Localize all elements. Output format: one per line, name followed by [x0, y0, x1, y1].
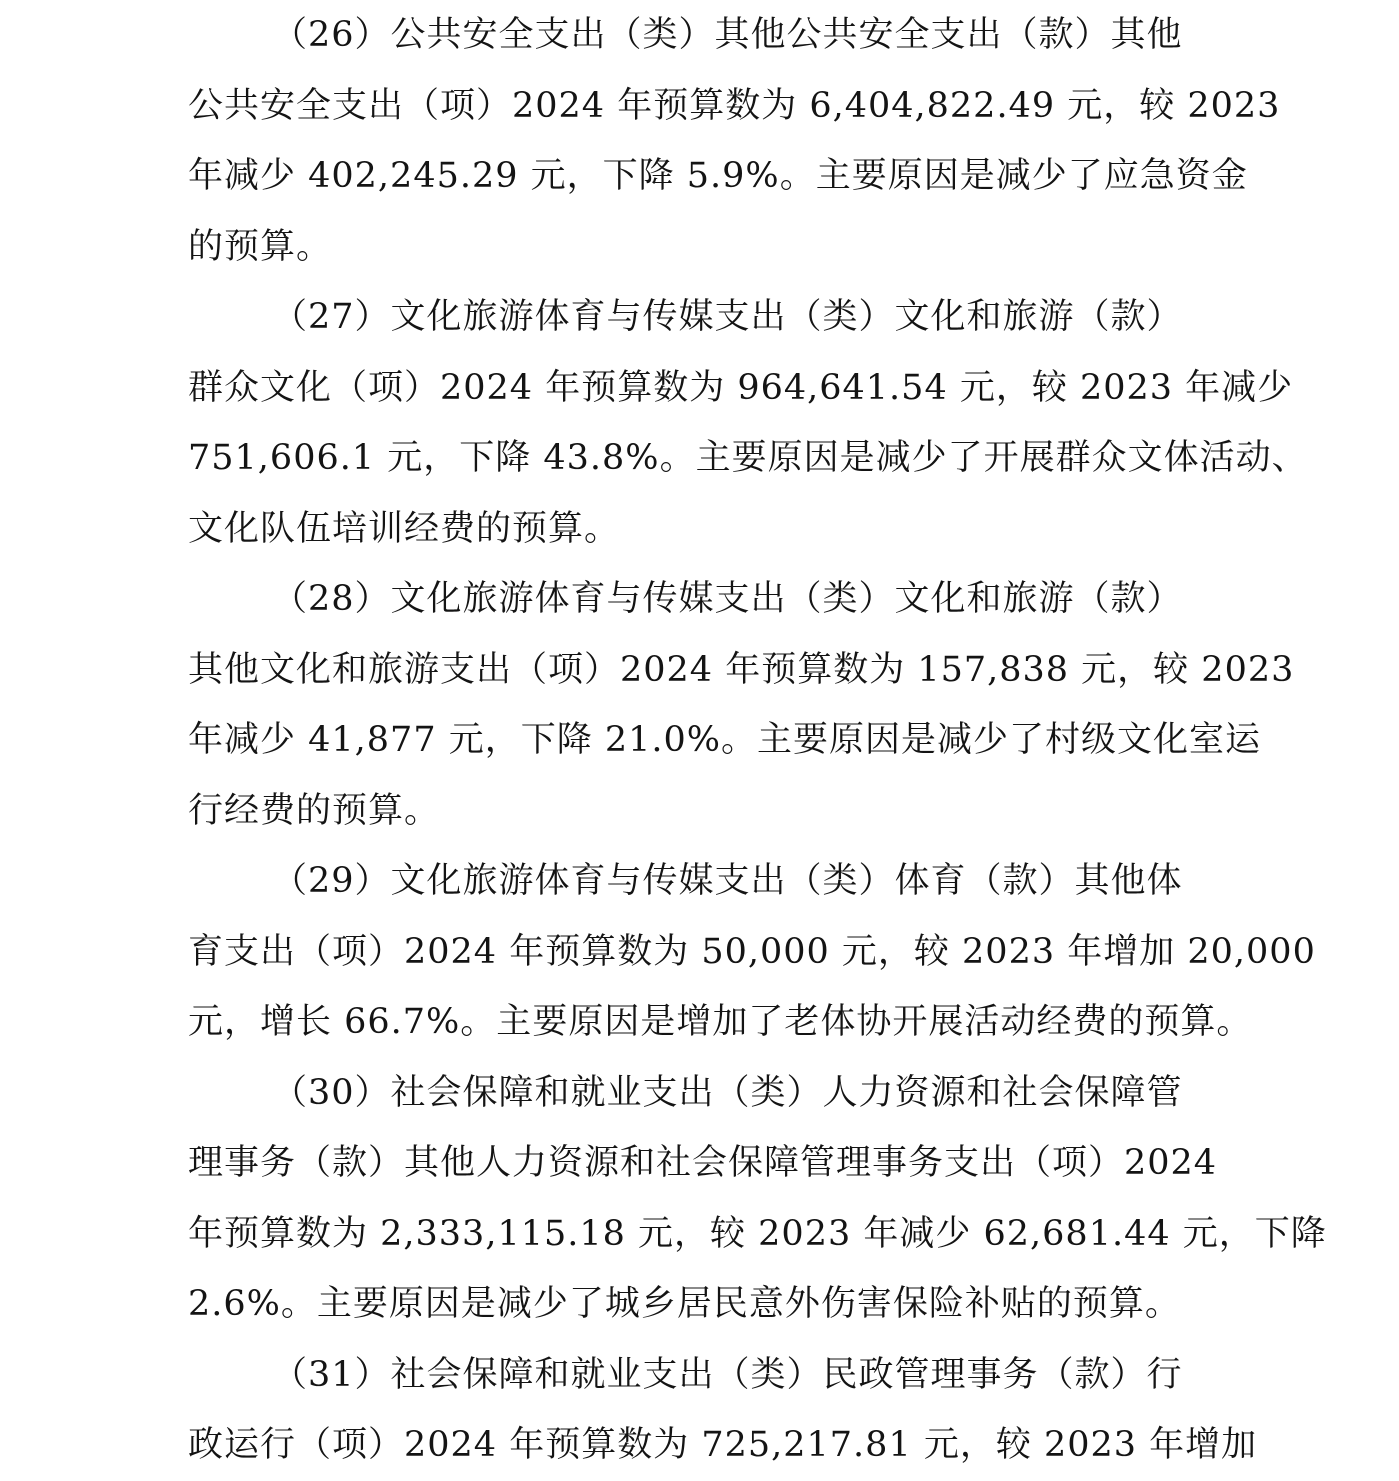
paragraph-26	[188, 0, 1281, 282]
paragraph-line: 年预算数为 2,333,115.18 元，较 2023 年减少 62,681.44 元，下降	[188, 1213, 1327, 1254]
paragraph-line: 政运行（项）2024 年预算数为 725,217.81 元，较 2023 年增加	[188, 1425, 1258, 1465]
paragraph-29	[188, 846, 1316, 1058]
paragraph-line: 的预算。	[188, 226, 333, 267]
paragraph-line: 元，增长 66.7%。主要原因是增加了老体协开展活动经费的预算。	[188, 1002, 1253, 1042]
paragraph-31	[188, 1340, 1258, 1481]
paragraph-line: （28）文化旅游体育与传媒支出（类）文化和旅游（款）	[272, 579, 1183, 619]
paragraph-27	[188, 282, 1308, 564]
paragraph-line: 年减少 41,877 元，下降 21.0%。主要原因是减少了村级文化室运	[188, 720, 1262, 760]
paragraph-line: 育支出（项）2024 年预算数为 50,000 元，较 2023 年增加 20,000	[188, 931, 1316, 972]
paragraph-line: 文化队伍培训经费的预算。	[188, 508, 621, 549]
paragraph-line: 2.6%。主要原因是减少了城乡居民意外伤害保险补贴的预算。	[188, 1284, 1181, 1324]
paragraph-line: 公共安全支出（项）2024 年预算数为 6,404,822.49 元，较 2023	[188, 85, 1281, 126]
paragraph-line: （27）文化旅游体育与传媒支出（类）文化和旅游（款）	[272, 297, 1183, 337]
document-page	[188, 0, 1327, 1481]
paragraph-line: 群众文化（项）2024 年预算数为 964,641.54 元，较 2023 年减少	[188, 367, 1294, 408]
paragraph-line: 理事务（款）其他人力资源和社会保障管理事务支出（项）2024	[188, 1143, 1218, 1183]
paragraph-line: （29）文化旅游体育与传媒支出（类）体育（款）其他体	[272, 861, 1183, 901]
paragraph-line: （26）公共安全支出（类）其他公共安全支出（款）其他	[272, 15, 1183, 55]
paragraph-line: 行经费的预算。	[188, 790, 441, 831]
paragraph-28	[188, 564, 1295, 846]
paragraph-line: 751,606.1 元，下降 43.8%。主要原因是减少了开展群众文体活动、	[188, 438, 1308, 478]
paragraph-line: （31）社会保障和就业支出（类）民政管理事务（款）行	[272, 1354, 1183, 1395]
paragraph-line: 其他文化和旅游支出（项）2024 年预算数为 157,838 元，较 2023	[188, 649, 1295, 690]
paragraph-30	[188, 1058, 1327, 1340]
paragraph-line: （30）社会保障和就业支出（类）人力资源和社会保障管	[272, 1072, 1183, 1113]
paragraph-line: 年减少 402,245.29 元，下降 5.9%。主要原因是减少了应急资金	[188, 156, 1248, 196]
